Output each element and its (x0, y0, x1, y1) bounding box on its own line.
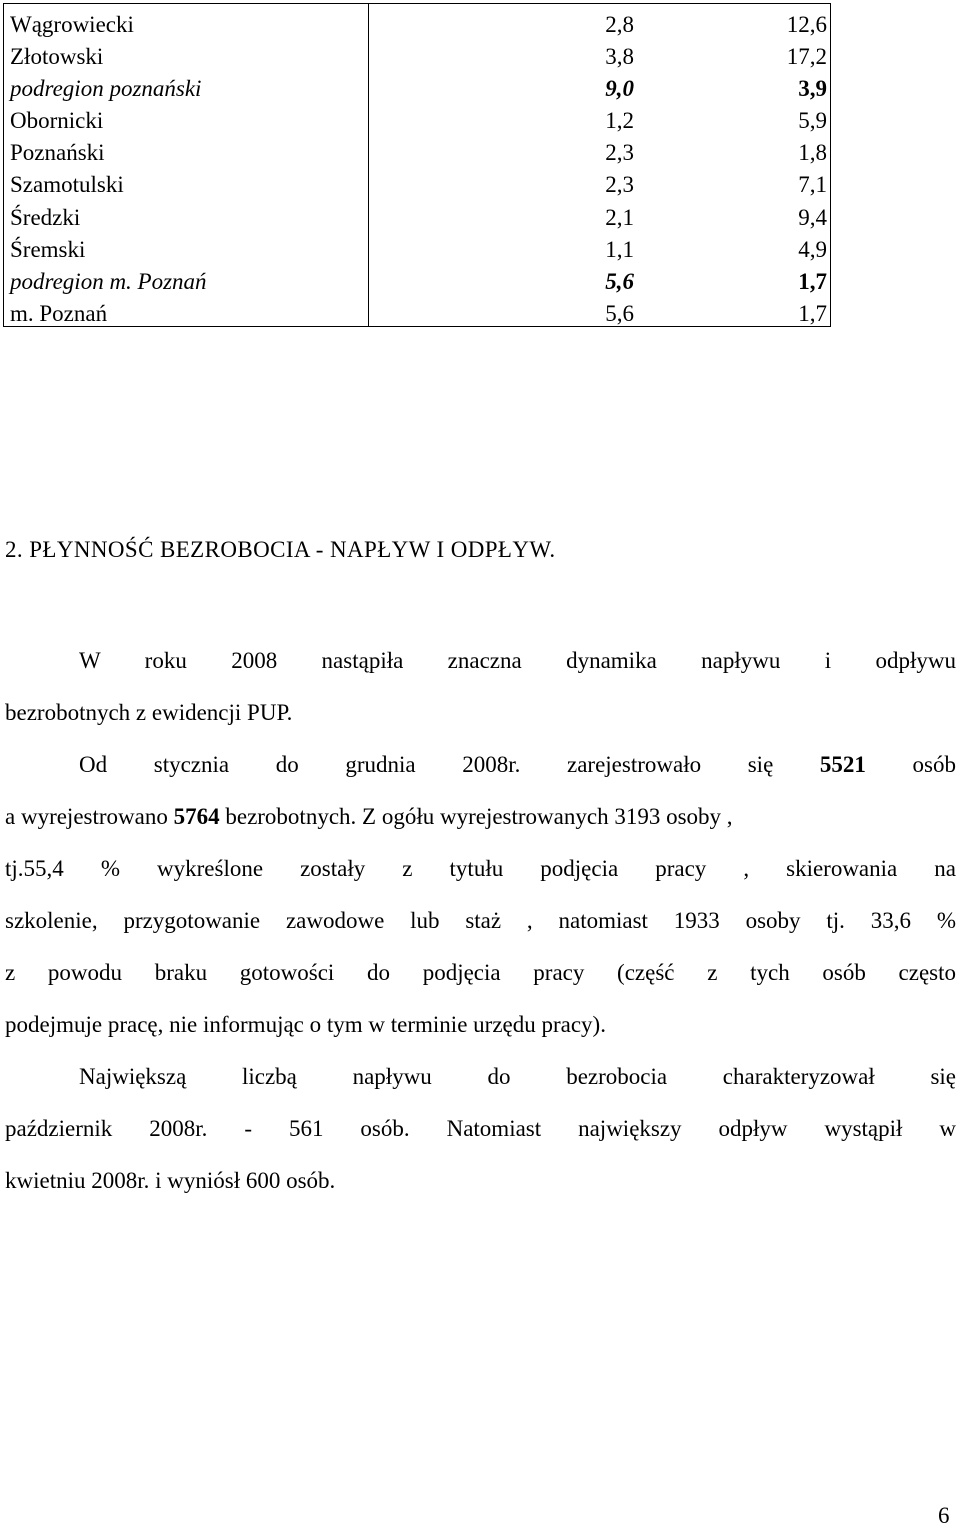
paragraph-line: tj.55,4 % wykreślone zostały z tytułu podjęcia pracy , skierowania na (5, 856, 956, 881)
paragraph-line: kwietniu 2008r. i wyniósł 600 osób. (5, 1168, 336, 1193)
table-cell-region: Szamotulski (10, 172, 124, 198)
table-cell-value-b: 1,7 (798, 300, 827, 326)
paragraph-line: podejmuje pracę, nie informując o tym w terminie urzędu pracy). (5, 1012, 606, 1037)
table-cell-region: Obornicki (10, 108, 104, 134)
table-cell-region: Złotowski (10, 44, 104, 70)
table-cell-value-b: 1,7 (798, 268, 827, 294)
table-cell-value-a: 2,3 (605, 140, 634, 166)
table-cell-region: m. Poznań (10, 300, 108, 326)
table-cell-value-a: 5,6 (605, 268, 634, 294)
registered-count: 5521 (819, 752, 866, 777)
table-cell-region: Wągrowiecki (10, 12, 134, 37)
table-column-region (10, 9, 207, 330)
table-cell-region: Średzki (10, 204, 81, 230)
table-cell-value-a: 1,1 (605, 236, 634, 262)
text-run: osób (865, 752, 957, 777)
table-cell-value-a: 2,3 (605, 172, 634, 198)
deregistered-count: 5764 (173, 804, 220, 829)
paragraph-line: W roku 2008 nastąpiła znaczna dynamika napływu i odpływu (79, 648, 956, 673)
table-column-a (370, 9, 634, 330)
table-cell-region: Poznański (10, 140, 105, 166)
table-cell-value-b: 12,6 (786, 12, 827, 37)
text-run: bezrobotnych. Z ogółu wyrejestrowanych 3193 osoby , (219, 804, 733, 829)
page-number: 6 (938, 1503, 950, 1528)
paragraph-line: bezrobotnych z ewidencji PUP. (5, 700, 293, 725)
paragraph-line: Największą liczbą napływu do bezrobocia charakteryzował się (79, 1064, 956, 1089)
table-cell-value-b: 1,8 (798, 140, 827, 166)
table-cell-value-a: 2,8 (605, 12, 634, 37)
table-cell-value-b: 5,9 (798, 108, 827, 134)
section-heading: 2. PŁYNNOŚĆ BEZROBOCIA - NAPŁYW I ODPŁYW. (5, 537, 556, 562)
table-cell-value-a: 5,6 (605, 300, 634, 326)
table-cell-value-b: 3,9 (798, 76, 827, 102)
table-column-divider (368, 4, 369, 326)
paragraph-line: z powodu braku gotowości do podjęcia pracy (część z tych osób często (5, 960, 956, 985)
paragraph-line: szkolenie, przygotowanie zawodowe lub staż , natomiast 1933 osoby tj. 33,6 % (5, 908, 956, 933)
text-run: Od stycznia do grudnia 2008r. zarejestrowało się (79, 752, 820, 777)
table-cell-value-b: 7,1 (798, 172, 827, 198)
paragraph-line (5, 801, 956, 833)
table-cell-value-a: 9,0 (605, 76, 634, 102)
table-cell-value-a: 1,2 (605, 108, 634, 134)
table-cell-region: podregion poznański (10, 76, 202, 102)
paragraph-line: październik 2008r. - 561 osób. Natomiast największy odpływ wystąpił w (5, 1116, 956, 1141)
table-column-b (644, 9, 827, 330)
table-cell-value-b: 9,4 (798, 204, 827, 230)
table-cell-value-a: 2,1 (605, 204, 634, 230)
text-run: a wyrejestrowano (5, 804, 174, 829)
data-table (3, 3, 831, 327)
paragraph-line (5, 749, 956, 781)
table-cell-value-a: 3,8 (605, 44, 634, 70)
table-cell-region: Śremski (10, 236, 86, 262)
table-cell-value-b: 4,9 (798, 236, 827, 262)
table-cell-region: podregion m. Poznań (10, 268, 207, 294)
table-cell-value-b: 17,2 (786, 44, 827, 70)
